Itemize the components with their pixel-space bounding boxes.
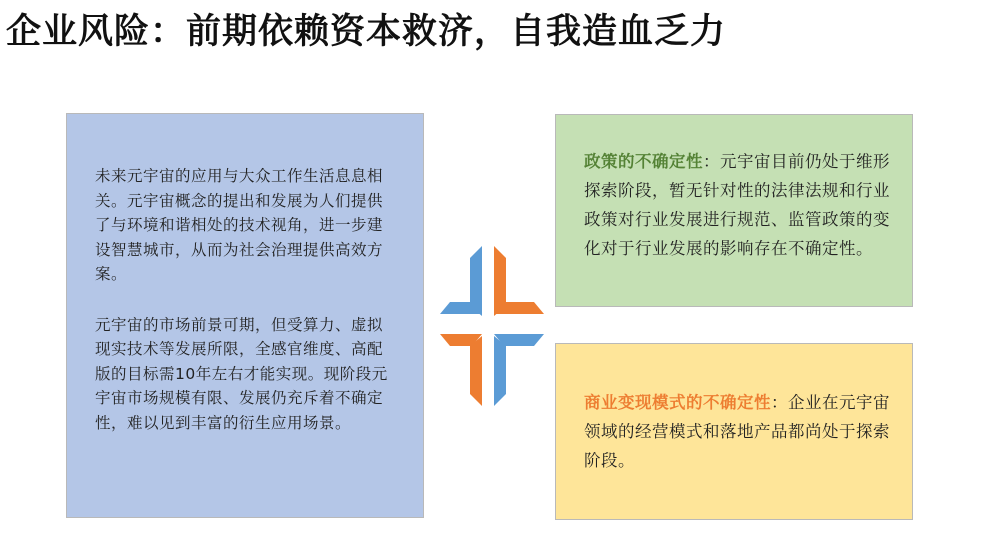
page-title: 企业风险：前期依赖资本救济，自我造血乏力 [6, 12, 727, 52]
market-outlook-paragraph-2: 元宇宙的市场前景可期，但受算力、虚拟现实技术等发展所限，全感官维度、高配版的目标需10年左右才能实现。现阶段元宇宙市场规模有限、发展仍充斥着不确定性，难以见到丰富的衍生应用场景。 [95, 315, 388, 432]
policy-uncertainty-body: ：元宇宙目前仍处于维形探索阶段，暂无针对性的法律法规和行业政策对行业发展进行规范、监管政策的变化对于行业发展的影响存在不确定性。 [584, 152, 890, 258]
policy-uncertainty-heading: 政策的不确定性 [584, 152, 703, 171]
four-arrow-cross-icon [436, 242, 548, 410]
policy-uncertainty-box [555, 114, 913, 307]
cross-arm-bottom-left [470, 336, 482, 406]
business-model-uncertainty-text [584, 388, 890, 475]
policy-uncertainty-text [584, 147, 890, 263]
cross-arm-bottom-right [494, 336, 506, 406]
business-model-uncertainty-heading: 商业变现模式的不确定性 [584, 393, 771, 412]
market-outlook-paragraph-1: 未来元宇宙的应用与大众工作生活息息相关。元宇宙概念的提出和发展为人们提供了与环境和谐相处的技术视角，进一步建设智慧城市，从而为社会治理提供高效方案。 [95, 167, 384, 283]
business-model-uncertainty-body: ：企业在元宇宙领域的经营模式和落地产品都尚处于探索阶段。 [584, 393, 890, 470]
market-outlook-box [66, 113, 424, 518]
business-model-uncertainty-box [555, 343, 913, 520]
